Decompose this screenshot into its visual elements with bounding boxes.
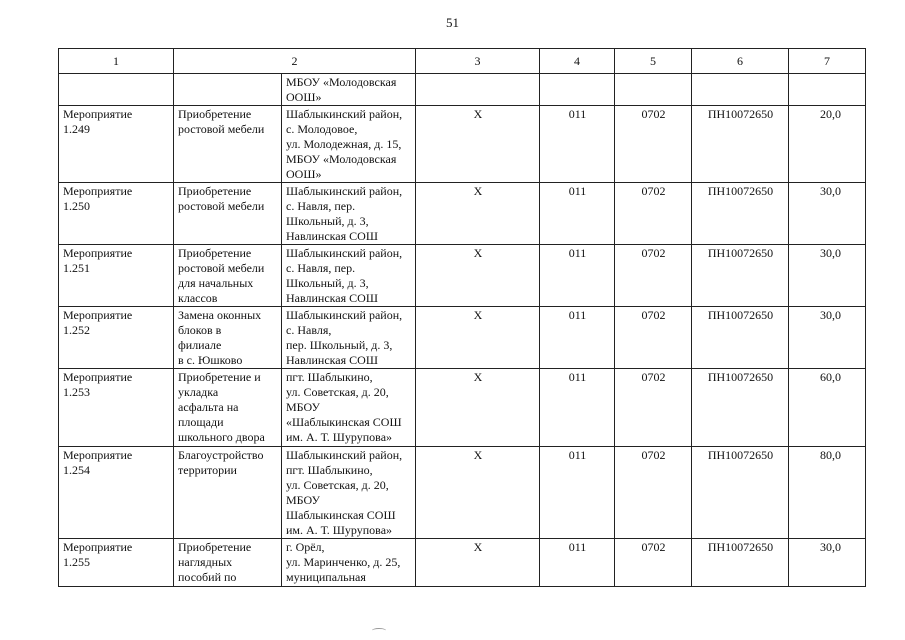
col4-cell: 011 [540, 369, 615, 447]
cell-line: 1.253 [63, 385, 90, 399]
cell-line: Мероприятие [63, 246, 133, 260]
cell-line: Шаблыкинский район, [286, 184, 403, 198]
cell-line: наглядных [178, 555, 233, 569]
event-name-cell [174, 106, 282, 183]
cell-line: пгт. Шаблыкино, [286, 463, 373, 477]
page-number: 51 [446, 15, 459, 30]
code-cell: ПН10072650 [692, 307, 789, 369]
location-cell [282, 369, 416, 447]
header-col-3: 3 [416, 49, 540, 74]
table-cell [789, 74, 866, 106]
location-cell [282, 245, 416, 307]
cell-line: классов [178, 291, 218, 305]
cell-line: 1.254 [63, 463, 90, 477]
header-col-7: 7 [789, 49, 866, 74]
amount-cell: 30,0 [789, 307, 866, 369]
cell-line: пер. Школьный, д. 3, [286, 338, 393, 352]
cell-line: Приобретение [178, 540, 252, 554]
cell-line: ул. Маринченко, д. 25, [286, 555, 401, 569]
event-number-cell [59, 245, 174, 307]
table-cell [615, 74, 692, 106]
col3-cell: X [416, 369, 540, 447]
event-name-cell [174, 307, 282, 369]
table-header-row [59, 49, 866, 74]
amount-cell: 30,0 [789, 183, 866, 245]
col5-cell: 0702 [615, 539, 692, 587]
cell-line: им. А. Т. Шурупова» [286, 430, 393, 444]
cell-line: в с. Юшково [178, 353, 243, 367]
cell-line: Мероприятие [63, 540, 133, 554]
header-col-5: 5 [615, 49, 692, 74]
cell-line: Шаблыкинский район, [286, 308, 403, 322]
cell-line: муниципальная [286, 570, 366, 584]
event-name-cell [174, 245, 282, 307]
event-name-cell [174, 447, 282, 539]
cell-line: с. Молодовое, [286, 122, 358, 136]
cell-line: ростовой мебели [178, 122, 265, 136]
cell-line: для начальных [178, 276, 254, 290]
location-cell [282, 307, 416, 369]
col3-cell: X [416, 307, 540, 369]
cell-line: пособий по [178, 570, 237, 584]
cell-line: с. Навля, пер. [286, 199, 356, 213]
code-cell: ПН10072650 [692, 183, 789, 245]
cell-line: Приобретение [178, 107, 252, 121]
col5-cell: 0702 [615, 447, 692, 539]
cell-line: школьного двора [178, 430, 265, 444]
table-row [59, 183, 866, 245]
code-cell: ПН10072650 [692, 245, 789, 307]
cell-line: Мероприятие [63, 107, 133, 121]
code-cell: ПН10072650 [692, 447, 789, 539]
col5-cell: 0702 [615, 106, 692, 183]
table-row [59, 307, 866, 369]
amount-cell: 30,0 [789, 539, 866, 587]
cell-line: с. Навля, [286, 323, 332, 337]
col5-cell: 0702 [615, 307, 692, 369]
location-cell [282, 106, 416, 183]
amount-cell: 60,0 [789, 369, 866, 447]
col5-cell: 0702 [615, 369, 692, 447]
amount-cell: 80,0 [789, 447, 866, 539]
event-name-cell [174, 369, 282, 447]
amount-cell: 20,0 [789, 106, 866, 183]
cell-line: г. Орёл, [286, 540, 325, 554]
col3-cell: X [416, 447, 540, 539]
event-number-cell [59, 447, 174, 539]
table-row [59, 447, 866, 539]
col4-cell: 011 [540, 539, 615, 587]
cell-line: с. Навля, пер. [286, 261, 356, 275]
cell-line: Мероприятие [63, 448, 133, 462]
cell-line: ростовой мебели [178, 199, 265, 213]
table-cell [59, 74, 174, 106]
cell-line: блоков в [178, 323, 222, 337]
col5-cell: 0702 [615, 183, 692, 245]
code-cell: ПН10072650 [692, 539, 789, 587]
table-cell [692, 74, 789, 106]
cell-line: территории [178, 463, 237, 477]
col4-cell: 011 [540, 307, 615, 369]
table-row [59, 369, 866, 447]
table-row [59, 539, 866, 587]
col4-cell: 011 [540, 447, 615, 539]
cell-line: ул. Советская, д. 20, [286, 385, 389, 399]
col3-cell: X [416, 183, 540, 245]
budget-table [58, 48, 866, 587]
location-cell [282, 183, 416, 245]
cell-line: Школьный, д. 3, [286, 214, 369, 228]
table-cell [540, 74, 615, 106]
cell-line: ул. Молодежная, д. 15, [286, 137, 402, 151]
cell-line: пгт. Шаблыкино, [286, 370, 373, 384]
cell-line: асфальта на [178, 400, 239, 414]
cell-line: Мероприятие [63, 370, 133, 384]
col5-cell: 0702 [615, 245, 692, 307]
col3-cell: X [416, 106, 540, 183]
cell-line: укладка [178, 385, 219, 399]
col3-cell: X [416, 539, 540, 587]
cell-line: Шаблыкинский район, [286, 448, 403, 462]
event-number-cell [59, 369, 174, 447]
event-name-cell [174, 183, 282, 245]
continuation-row [59, 74, 866, 106]
cell-line: Благоустройство [178, 448, 264, 462]
continuation-location-cell [282, 74, 416, 106]
cell-line: Замена оконных [178, 308, 262, 322]
cell-line: МБОУ «Молодовская [286, 152, 397, 166]
cell-line: 1.255 [63, 555, 90, 569]
cell-line: Мероприятие [63, 308, 133, 322]
table-body [59, 74, 866, 587]
cell-line: Навлинская СОШ [286, 353, 378, 367]
cell-line: им. А. Т. Шурупова» [286, 523, 393, 537]
cell-line: Приобретение [178, 184, 252, 198]
table-row [59, 245, 866, 307]
event-number-cell [59, 183, 174, 245]
code-cell: ПН10072650 [692, 369, 789, 447]
event-number-cell [59, 539, 174, 587]
cell-line: Школьный, д. 3, [286, 276, 369, 290]
cell-line: 1.252 [63, 323, 90, 337]
cell-line: 1.250 [63, 199, 90, 213]
cell-line: МБОУ «Молодовская [286, 75, 397, 89]
event-name-cell [174, 539, 282, 587]
cell-line: ул. Советская, д. 20, [286, 478, 389, 492]
code-cell: ПН10072650 [692, 106, 789, 183]
cell-line: Навлинская СОШ [286, 291, 378, 305]
cell-line: Шаблыкинский район, [286, 107, 403, 121]
cell-line: 1.251 [63, 261, 90, 275]
scan-mark [372, 628, 386, 633]
cell-line: МБОУ [286, 400, 320, 414]
cell-line: площади [178, 415, 224, 429]
col4-cell: 011 [540, 106, 615, 183]
cell-line: Шаблыкинская СОШ [286, 508, 396, 522]
cell-line: ООШ» [286, 90, 322, 104]
header-col-4: 4 [540, 49, 615, 74]
table-row [59, 106, 866, 183]
cell-line: Мероприятие [63, 184, 133, 198]
amount-cell: 30,0 [789, 245, 866, 307]
cell-line: ООШ» [286, 167, 322, 181]
table-cell [174, 74, 282, 106]
col4-cell: 011 [540, 183, 615, 245]
table-cell [416, 74, 540, 106]
cell-line: МБОУ [286, 493, 320, 507]
cell-line: ростовой мебели [178, 261, 265, 275]
cell-line: филиале [178, 338, 222, 352]
header-col-1: 1 [59, 49, 174, 74]
header-col-2: 2 [174, 49, 416, 74]
event-number-cell [59, 106, 174, 183]
header-col-6: 6 [692, 49, 789, 74]
event-number-cell [59, 307, 174, 369]
cell-line: Шаблыкинский район, [286, 246, 403, 260]
location-cell [282, 539, 416, 587]
cell-line: 1.249 [63, 122, 90, 136]
cell-line: Приобретение [178, 246, 252, 260]
col4-cell: 011 [540, 245, 615, 307]
col3-cell: X [416, 245, 540, 307]
location-cell [282, 447, 416, 539]
cell-line: Приобретение и [178, 370, 261, 384]
cell-line: «Шаблыкинская СОШ [286, 415, 402, 429]
cell-line: Навлинская СОШ [286, 229, 378, 243]
